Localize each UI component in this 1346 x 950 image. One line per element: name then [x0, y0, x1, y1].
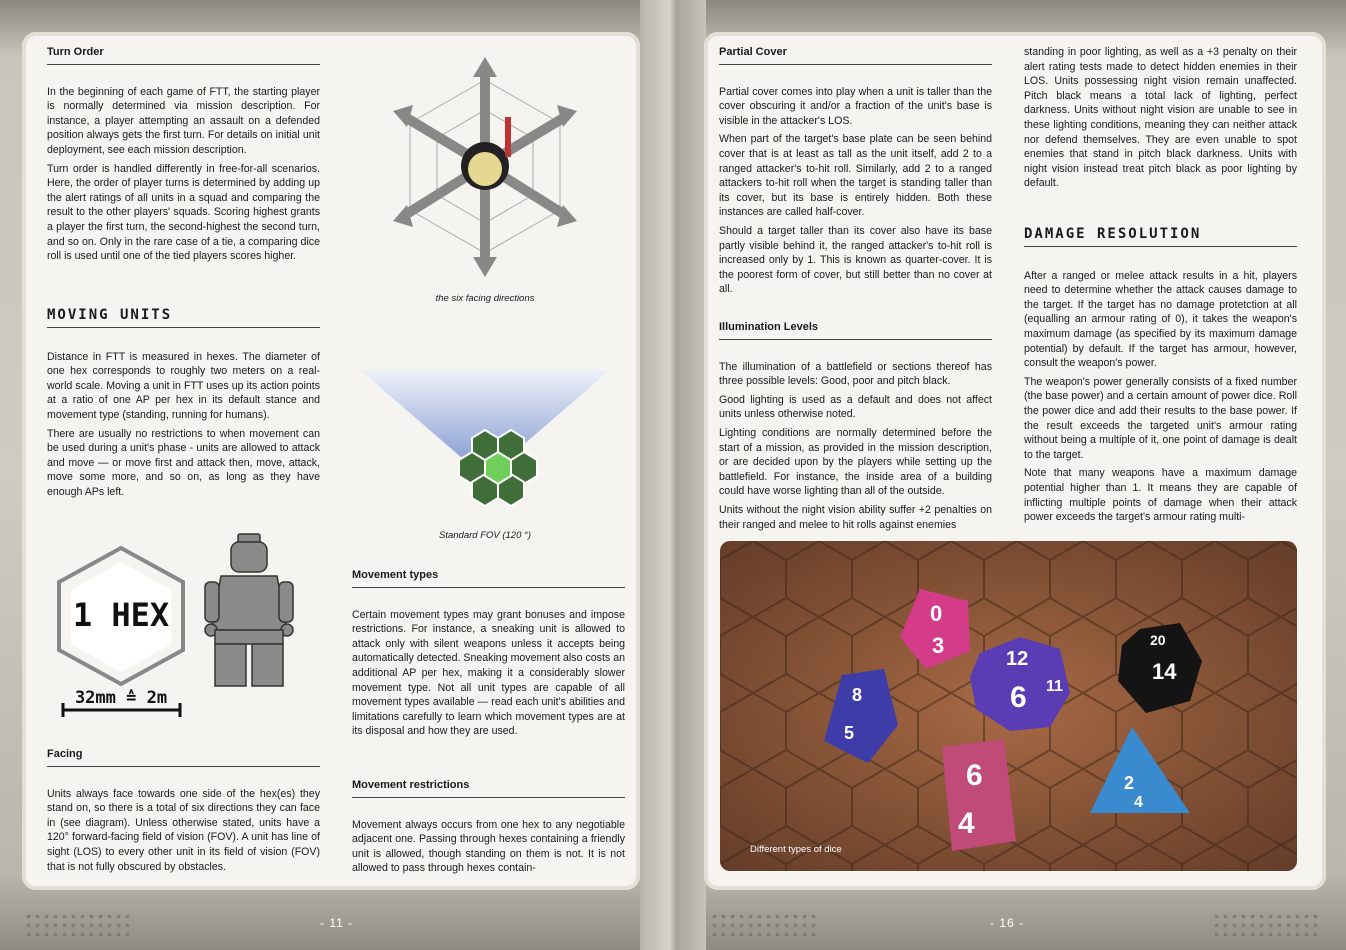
- photo-caption: Different types of dice: [750, 844, 842, 855]
- illumination-p3: Lighting conditions are normally determined before the start of a mission, as provided in the mission description, or are decided upon by the players while setting up the battlefield. For instance, the inside area of a building could have worse lighting than all of the outside.: [719, 426, 992, 498]
- movement-types-heading: Movement types: [352, 568, 625, 588]
- die-face-5: 11: [1046, 678, 1063, 695]
- scale-label: 32mm ≙ 2m: [74, 688, 168, 708]
- die-face-1: 0: [930, 601, 943, 626]
- damage-p2: The weapon's power generally consists of a fixed number (the base power) and a certain amount of power dice. Roll the power dice and add their results to the base power. If the result exceeds the targeted unit's armour rating without being a multiple of it, one point of damage is dealt to the target.: [1024, 375, 1297, 461]
- damage-heading: DAMAGE RESOLUTION: [1024, 227, 1297, 247]
- damage-section: [1024, 227, 1297, 529]
- illumination-p4: Units without the night vision ability suffer +2 penalties on their ranged and melee to hit rolls against enemies: [719, 503, 992, 531]
- die-face-10: 6: [966, 759, 983, 792]
- pink-d6-die: [942, 739, 1016, 851]
- die-face-3: 12: [1006, 648, 1029, 670]
- illumination-section: [719, 320, 992, 536]
- partial-cover-p2: When part of the target's base plate can be seen behind cover that is at least as tall as the unit itself, add 2 to a ranged attacker's to-hit roll. Similarly, add 2 to a ranged attackers to-hit roll when the target is standing taller than its cover, but its base is entirely hidden. Both these instances are called half-cover.: [719, 133, 992, 219]
- die-face-7: 5: [844, 723, 855, 743]
- die-face-8: 20: [1150, 632, 1166, 648]
- partial-cover-section: [719, 45, 992, 301]
- damage-p1: After a ranged or melee attack results in a hit, players need to determine whether the attack causes damage to the target. If the target has no damage protetction at all (equalling an armour rating of 0), it takes the weapon's maximum damage (as specified by its maximum damage potential) by default. If the target has armour, however, consult the weapon's power.: [1024, 269, 1297, 370]
- movement-types-p1: Certain movement types may grant bonuses and impose restrictions. For instance, a sneaking unit is allowed to attack only with silent weapons unless it accepts being automatically detected. Sneaking movement also costs an additional AP per hex, making it a considerably slower movement type. Not all unit types are capable of all movement types available — read each unit's abilities and limitations carefully to learn which movement types are at its disposal and how they are used.: [352, 608, 625, 738]
- die-face-4: 6: [1010, 681, 1027, 714]
- turn-order-heading: Turn Order: [47, 45, 320, 65]
- footer-dots-left: [24, 912, 134, 942]
- left-column-1: [47, 45, 320, 268]
- illumination-p2: Good lighting is used as a default and does not affect units unless otherwise noted.: [719, 393, 992, 421]
- turn-order-p2: Turn order is handled differently in free-for-all scenarios. Here, the order of player turns is determined by adding up the alert ratings of all units in a squad and comparing the result to the other players' squads. Scoring highest grants a player the first turn, the second-highest the second turn, and so on. Only in the rare case of a tie, a comparing dice roll is used until one of the tied players scores higher.: [47, 162, 320, 263]
- die-face-2: 3: [932, 633, 945, 658]
- partial-cover-heading: Partial Cover: [719, 45, 992, 65]
- die-face-6: 8: [852, 685, 863, 705]
- facing-p1: Units always face towards one side of the hex(es) they stand on, so there is a total of six directions they can face in (see diagram). Unless otherwise stated, units have a 120° forward-facing field of vision (FOV). A unit has line of sight (LOS) to every other unit in its field of vision (FOV) that is not fully obscured by obstacles.: [47, 787, 320, 873]
- illumination-p1: The illumination of a battlefield or sections thereof has three possible levels: Good, poor and pitch black.: [719, 360, 992, 388]
- movement-restrictions-p1: Movement always occurs from one hex to any negotiable adjacent one. Passing through hexes containing a friendly unit is allowed, though standing on them is not. It is not allowed to pass through hexes contain-: [352, 818, 625, 875]
- footer-dots-center: [710, 912, 820, 942]
- fov-caption: Standard FOV (120 °): [439, 530, 531, 541]
- hex-scale-illustration: [55, 530, 315, 720]
- dice-photo: [720, 541, 1297, 871]
- movement-restrictions-section: [352, 778, 625, 880]
- facing-heading: Facing: [47, 747, 320, 767]
- book-spine: [640, 0, 706, 950]
- facing-caption: the six facing directions: [435, 293, 535, 304]
- die-face-11: 4: [958, 807, 975, 840]
- partial-cover-p1: Partial cover comes into play when a unit is taller than the cover obscuring it and/or a fraction of the unit's base is visible in the attacker's LOS.: [719, 85, 992, 127]
- turn-order-p1: In the beginning of each game of FTT, the starting player is normally determined via mission description. For instance, a player attempting an assault on a defended position always gets the first turn. For details on initial unit deployment, see each mission description.: [47, 85, 320, 156]
- lighting-continued: [1024, 45, 1297, 195]
- page-number-right: - 16 -: [990, 916, 1025, 930]
- facing-diagram: [385, 55, 585, 285]
- movement-restrictions-heading: Movement restrictions: [352, 778, 625, 798]
- moving-units-heading: MOVING UNITS: [47, 308, 320, 328]
- moving-units-section: [47, 308, 320, 504]
- lighting-continued-p1: standing in poor lighting, as well as a +3 penalty on their alert rating tests made to detect hidden enemies in their LOS. Units possessing night vision remain unaffected. Pitch black means a total lack of lighting, perfect darkness. Units without night vision are unable to see in these lighting conditions, meaning they can neither attack nor defend themselves. They are even unable to spot enemies that stand in pitch black darkness. Units with night vision instead treat pitch black as poor lighting by default.: [1024, 46, 1297, 190]
- moving-units-p1: Distance in FTT is measured in hexes. The diameter of one hex corresponds to roughly two meters on a real-world scale. Moving a unit in FTT uses up its action points at a ratio of one AP per hex in its default stance and movement type (standing, running for humans).: [47, 350, 320, 421]
- illumination-heading: Illumination Levels: [719, 320, 992, 340]
- movement-types-section: [352, 568, 625, 743]
- hex-label: 1 HEX: [72, 596, 170, 634]
- facing-section: [47, 747, 320, 878]
- footer-dots-right: [1212, 912, 1322, 942]
- damage-p3: Note that many weapons have a maximum damage potential higher than 1. It means they are capable of inflicting multiple points of damage when their attack power exceeds the target's armour rating multi-: [1024, 467, 1297, 524]
- page-number-left: - 11 -: [320, 916, 354, 930]
- die-face-13: 4: [1134, 794, 1143, 811]
- moving-units-p2: There are usually no restrictions to when movement can be used during a unit's phase - units are allowed to attack and move — or move first and attack then, move, attack, move some more, and so on, as long as they have enough APs left.: [47, 427, 320, 498]
- die-face-9: 14: [1152, 659, 1177, 684]
- fov-diagram: [340, 330, 630, 510]
- die-face-12: 2: [1124, 773, 1135, 793]
- partial-cover-p3: Should a target taller than its cover also have its base partly visible behind it, the ranged attacker's to-hit roll is increased only by 1. This is known as quarter-cover. It is the poorest form of cover, but still better than no cover at all.: [719, 224, 992, 296]
- minifigure-icon: [205, 534, 293, 686]
